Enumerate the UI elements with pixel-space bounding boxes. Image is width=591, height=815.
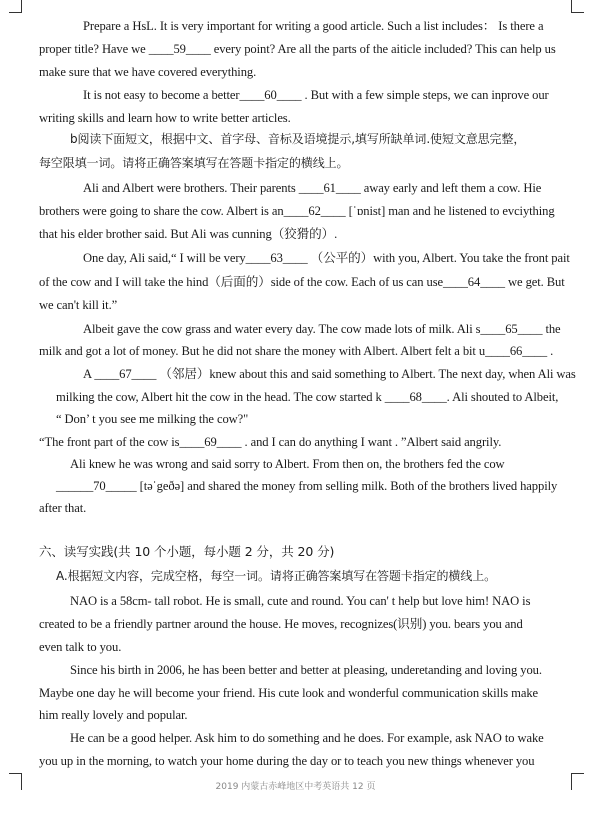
passage-a-line-4: Since his birth in 2006, he has been better and better at pleasing, underetanding and loving you.	[70, 663, 542, 677]
passage-a-line-5: Maybe one day he will become your friend. His cute look and wonderful communication skills make	[39, 686, 539, 700]
story-line-5: of the cow and I will take the hind（后面的）side of the cow. Each of us can use____64____ we get. But	[39, 275, 565, 289]
story-line-15: after that.	[39, 501, 87, 515]
page-footer: 2019 内蒙古赤峰地区中考英语共 12 页	[215, 782, 376, 792]
story-line-13: Ali knew he was wrong and said sorry to Albert. From then on, the brothers fed the cow	[70, 457, 505, 471]
passage-a-line-2: created to be a friendly partner around the house. He moves, recognizes(识别) you. bears you and	[39, 617, 523, 631]
story-line-3: that his elder brother said. But Ali was cunning（狡猾的）.	[39, 227, 338, 241]
intro-line-3: make sure that we have covered everything.	[39, 65, 257, 79]
passage-a-line-8: you up in the morning, to watch your home during the day or to teach you new things whenever you	[39, 754, 535, 768]
instruction-b-line-1: b阅读下面短文，根据中文、首字母、音标及语境提示,填写所缺单词.使短文意思完整，	[70, 132, 526, 146]
instruction-b-line-2: 每空限填一词。请将正确答案填写在答题卡指定的横线上。	[39, 156, 349, 170]
intro-line-5: writing skills and learn how to write better articles.	[39, 111, 291, 125]
passage-a-line-6: him really lovely and popular.	[39, 708, 188, 722]
story-line-14: ______70_____ [təˈgeðə] and shared the money from selling milk. Both of the brothers lived happily	[56, 479, 558, 493]
story-line-4: One day, Ali said,“ I will be very____63____ （公平的）with you, Albert. You take the front pait	[83, 251, 570, 265]
story-line-9: A ____67____ （邻居）knew about this and said something to Albert. The next day, when Ali was	[83, 367, 576, 381]
story-line-7: Albeit gave the cow grass and water every day. The cow made lots of milk. Ali s____65____ the	[83, 322, 561, 336]
intro-line-4: It is not easy to become a better____60____ . But with a few simple steps, we can inprove our	[83, 88, 549, 102]
section-6-title: 六、读写实践(共 10 个小题，每小题 2 分，共 20 分)	[39, 544, 335, 559]
story-line-8: milk and got a lot of money. But he did not share the money with Albert. Albert felt a bit u____66____ .	[39, 344, 554, 358]
intro-line-2: proper title? Have we ____59____ every point? Are all the parts of the aiticle included? This can help us	[39, 42, 556, 56]
passage-a-line-3: even talk to you.	[39, 640, 122, 654]
story-line-11: “ Don’ t you see me milking the cow?"	[56, 412, 249, 426]
story-line-2: brothers were going to share the cow. Albert is an____62____ [ˈɒnist] man and he listened to evciything	[39, 204, 555, 218]
story-line-6: we can't kill it.”	[39, 298, 118, 312]
story-line-12: “The front part of the cow is____69____ . and I can do anything I want . ”Albert said angrily.	[39, 435, 502, 449]
passage-a-line-1: NAO is a 58cm- tall robot. He is small, cute and round. You can' t help but love him! NAO is	[70, 594, 531, 608]
passage-a-line-7: He can be a good helper. Ask him to do something and he does. For example, ask NAO to wake	[70, 731, 544, 745]
story-line-10: milking the cow, Albert hit the cow in the head. The cow started k ____68____. Ali shouted to Albeit,	[56, 390, 559, 404]
story-line-1: Ali and Albert were brothers. Their parents ____61____ away early and left them a cow. Hie	[83, 181, 542, 195]
section-6-instruction: A.根据短文内容，完成空格，每空一词。请将正确答案填写在答题卡指定的横线上。	[56, 569, 497, 583]
intro-line-1: Prepare a HsL. It is very important for writing a good article. Such a list includes： Is there a	[83, 19, 544, 33]
